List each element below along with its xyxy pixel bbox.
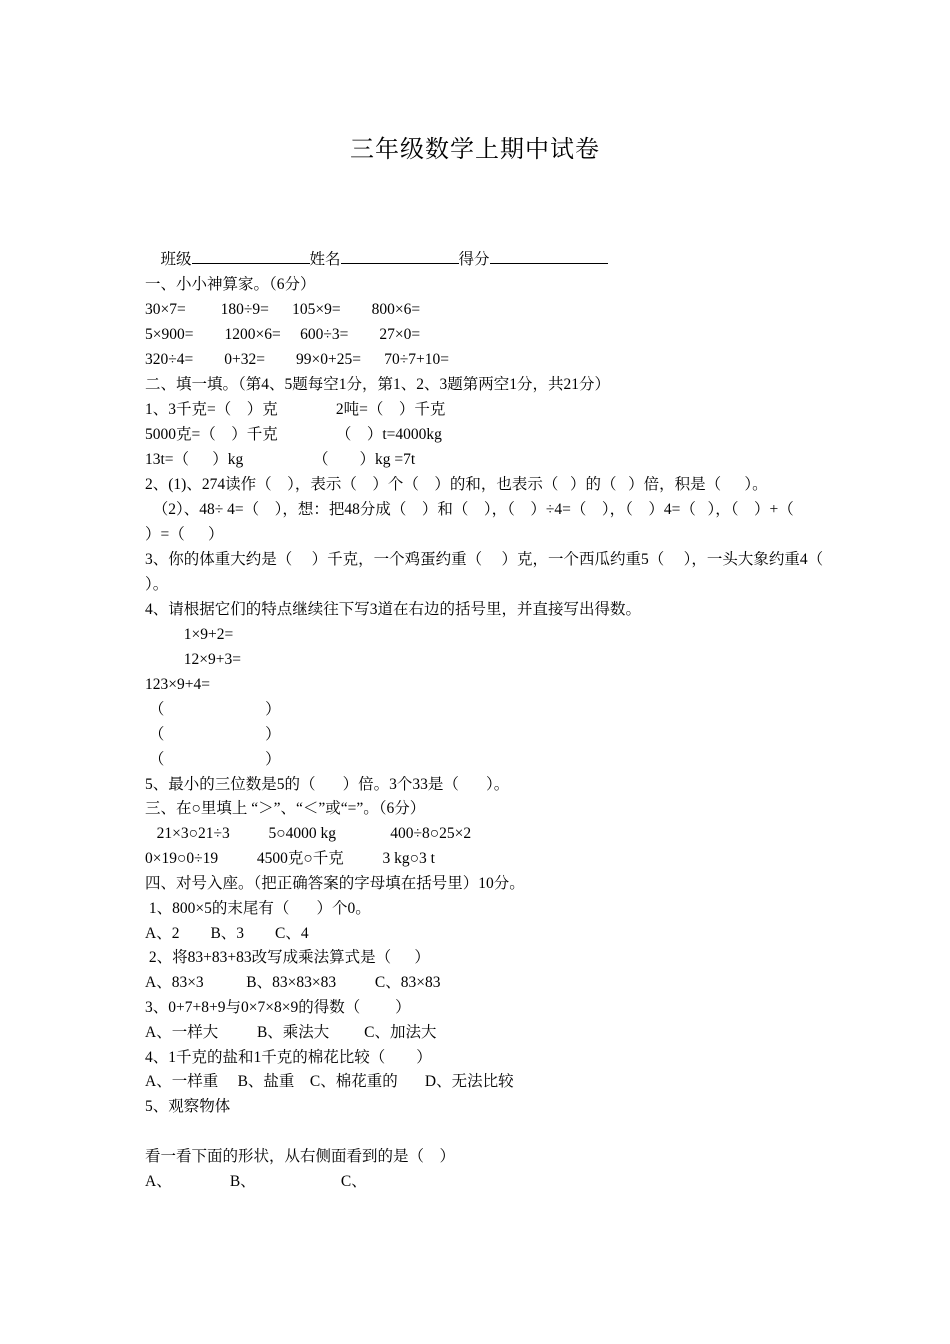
class-label: 班级 [160,251,192,268]
answer-bracket-3: （ ） [145,751,281,768]
choice-q5: 5、观察物体 [145,1098,231,1115]
choice-q4: 4、1千克的盐和1千克的棉花比较（ ） [145,1049,432,1066]
score-label: 得分 [458,251,490,268]
choice-q3-options: A、一样大 B、乘法大 C、加法大 [145,1024,437,1041]
choice-q1-options: A、2 B、3 C、4 [145,925,309,942]
fill-q2-part-1: 2、(1)、274读作（ ），表示（ ）个（ ）的和，也表示（ ）的（ ）倍，积是（ ）。 [145,476,768,493]
choice-q4-options: A、一样重 B、盐重 C、棉花重的 D、无法比较 [145,1073,514,1090]
section-1-heading: 一、小小神算家。（6分） [145,276,316,293]
choice-q1: 1、800×5的末尾有（ ）个0。 [145,900,371,917]
compare-row-2: 0×19○0÷19 4500克○千克 3 kg○3 t [145,850,435,867]
name-label: 姓名 [309,251,341,268]
compare-row-1: 21×3○21÷3 5○4000 kg 400÷8○25×2 [145,825,472,842]
fill-q1-row-2: 5000克=（ ）千克 （ ）t=4000kg [145,426,442,443]
choice-q5-prompt: 看一看下面的形状，从右侧面看到的是（ ） [145,1148,456,1165]
section-4-heading: 四、对号入座。（把正确答案的字母填在括号里）10分。 [145,875,525,892]
answer-bracket-2: （ ） [145,726,281,743]
score-field[interactable] [490,247,608,264]
answer-bracket-1: （ ） [145,701,281,718]
class-field[interactable] [192,247,310,264]
name-field[interactable] [341,247,459,264]
choice-q3: 3、0+7+8+9与0×7×8×9的得数（ ） [145,999,411,1016]
choice-q2: 2、将83+83+83改写成乘法算式是（ ） [145,949,430,966]
calc-row-1: 30×7= 180÷9= 105×9= 800×6= [145,301,421,318]
page-title: 三年级数学上期中试卷 [350,137,600,163]
calc-row-3: 320÷4= 0+32= 99×0+25= 70÷7+10= [145,351,449,368]
fill-q2-part-2-cont: ）=（ ） [145,526,224,543]
fill-q4: 4、请根据它们的特点继续往下写3道在右边的括号里，并直接写出得数。 [145,601,642,618]
fill-q3-cont: ）。 [145,576,169,593]
fill-q1-row-3: 13t=（ ）kg （ ）kg =7t [145,451,416,468]
section-3-heading: 三、在○里填上 “＞”、“＜”或“=”。（6分） [145,800,426,817]
fill-q2-part-2: （2）、48÷ 4=（ ），想：把48分成（ ）和（ ），（ ）÷4=（ ），（ ）4=（ ），（ ）+（ [145,501,794,518]
choice-q2-options: A、83×3 B、83×83×83 C、83×83 [145,974,441,991]
fill-q5: 5、最小的三位数是5的（ ）倍。3个33是（ ）。 [145,776,510,793]
fill-q1-row-1: 1、3千克=（ ）克 2吨=（ ）千克 [145,401,446,418]
pattern-row-3: 123×9+4= [145,676,210,693]
pattern-row-2: 12×9+3= [145,651,241,668]
calc-row-2: 5×900= 1200×6= 600÷3= 27×0= [145,326,421,343]
section-2-heading: 二、填一填。（第4、5题每空1分，第1、2、3题第两空1分，共21分） [145,376,611,393]
fill-q3: 3、你的体重大约是（ ）千克，一个鸡蛋约重（ ）克，一个西瓜约重5（ ），一头大象约重4（ [145,551,824,568]
choice-q5-options: A、 B、 C、 [145,1173,367,1190]
pattern-row-1: 1×9+2= [145,626,234,643]
